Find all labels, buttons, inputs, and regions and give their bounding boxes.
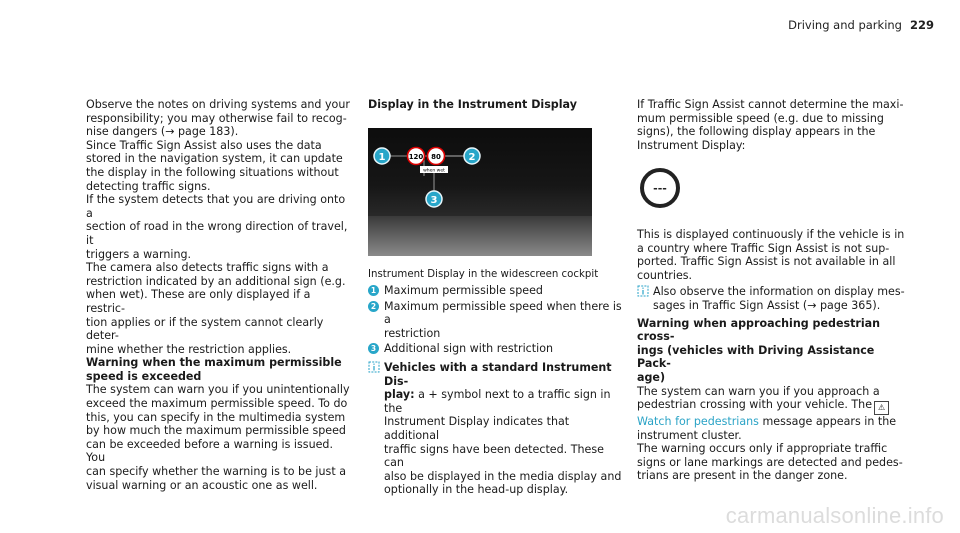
- paragraph-wrong-direction: If the system detects that you are driving onto a section of road in the wrong direction of travel, it triggers a warning.: [86, 193, 348, 261]
- legend-item-2: 2 Maximum permissible speed when there is a restriction: [368, 300, 626, 341]
- display-message-text: Watch for pedestrians: [637, 415, 759, 429]
- page-link[interactable]: page 183).: [174, 125, 239, 139]
- column-3: [637, 98, 907, 483]
- note-display-messages: Also observe the information on display mes- sages in Traffic Sign Assist (→ page 365).: [637, 285, 907, 312]
- additional-sign-text: when wet: [423, 168, 445, 174]
- column-2: [368, 98, 626, 497]
- display-floor: [368, 216, 592, 256]
- speed-sign-120-text: 120: [408, 152, 424, 161]
- paragraph-pedestrian-warning: The system can warn you if you approach a pedestrian crossing with your vehicle. The ⚠ Watch for pedestrians message appears in the instrument cluster.: [637, 384, 897, 442]
- legend-item-3: 3 Additional sign with restriction: [368, 342, 626, 356]
- paragraph-navigation-data: Since Traffic Sign Assist also uses the data stored in the navigation system, it can update the display in the following situations without detecting traffic signs.: [86, 138, 343, 193]
- paragraph-warning-conditions: The warning occurs only if appropriate traffic signs or lane markings are detected and pedes- trians are present in the danger zone.: [637, 442, 903, 483]
- heading-speed-warning: Warning when the maximum permissible speed is exceeded: [86, 356, 342, 383]
- paragraph-displayed-continuously: This is displayed continuously if the vehicle is in a country where Traffic Sign Assist is not sup- ported. Traffic Sign Assist is not available in all countries.: [637, 227, 905, 282]
- callout-3-number: 3: [430, 194, 438, 206]
- watermark: carmanualsonline.info: [725, 503, 944, 528]
- arrow-icon: →: [807, 298, 817, 312]
- instrument-display-graphic: [368, 128, 592, 256]
- no-speed-symbol: ---: [653, 182, 667, 196]
- section-title: Driving and parking: [788, 18, 902, 32]
- heading-pedestrian-warning: Warning when approaching pedestrian cross- ings (vehicles with Driving Assistance Pack- age): [637, 316, 881, 384]
- callout-2-number: 2: [468, 151, 476, 163]
- paragraph-cannot-determine: If Traffic Sign Assist cannot determine the maxi- mum permissible speed (e.g. due to missing signs), the following display appears in the Instrument Display:: [637, 98, 904, 152]
- paragraph-observe-notes: Observe the notes on driving systems and your responsibility; you may otherwise fail to recog- nise dangers (→ page 183).: [86, 98, 350, 139]
- speed-sign-80-text: 80: [431, 152, 441, 161]
- pedestrian-warning-icon: ⚠: [874, 401, 889, 415]
- page-number: 229: [909, 18, 934, 32]
- page-header: [788, 18, 934, 32]
- note-standard-display: Vehicles with a standard Instrument Dis- play: a + symbol next to a traffic sign in the Instrument Display indicates that additional traffic signs have been detected. These can also be displayed in the media display and optionally in the head-up display.: [368, 361, 626, 497]
- section-heading-display: Display in the Instrument Display: [368, 98, 577, 111]
- no-speed-limit-sign-icon: [638, 166, 682, 210]
- legend-number-2: 2: [368, 301, 379, 312]
- legend-item-1: 1 Maximum permissible speed: [368, 284, 626, 298]
- callout-1-number: 1: [378, 151, 386, 163]
- paragraph-speed-warning: The system can warn you if you unintentionally exceed the maximum permissible speed. To do this, you can specify in the multimedia system by how much the maximum permissible speed can be exceeded before a warning is issued. You can specify whether the warning is to be just a visual warning or an acoustic one as well.: [86, 383, 350, 492]
- info-note-icon: [637, 285, 649, 297]
- legend-number-3: 3: [368, 343, 379, 354]
- paragraph-camera-restriction: The camera also detects traffic signs with a restriction indicated by an additional sign (e.g. when wet). These are only displayed if a restric- tion applies or if the system cannot clearly deter- mine whether the restriction applies.: [86, 261, 346, 356]
- legend-number-1: 1: [368, 285, 379, 296]
- page-link[interactable]: page 365).: [816, 298, 881, 312]
- instrument-display-figure: [368, 128, 592, 256]
- arrow-icon: →: [165, 125, 175, 139]
- column-1: [86, 98, 352, 492]
- info-note-icon: [368, 361, 380, 373]
- figure-caption: Instrument Display in the widescreen cockpit: [368, 268, 599, 280]
